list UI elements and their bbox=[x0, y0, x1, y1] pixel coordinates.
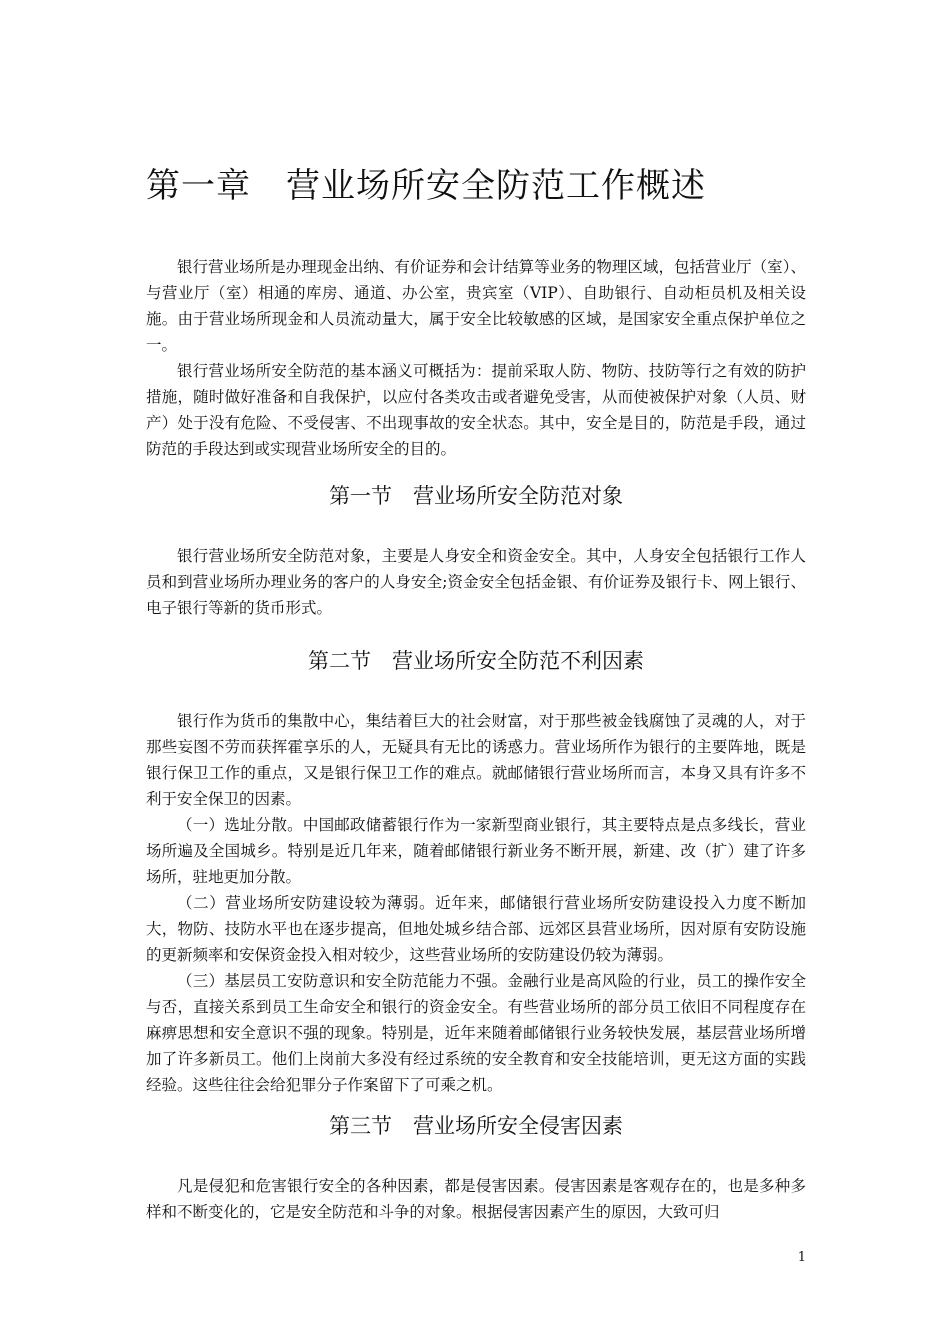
section-3-paragraph-1: 凡是侵犯和危害银行安全的各种因素，都是侵害因素。侵害因素是客观存在的，也是多种多样和不断变化的，它是安全防范和斗争的对象。根据侵害因素产生的原因，大致可归 bbox=[146, 1177, 806, 1221]
section-2-title: 第二节 营业场所安全防范不利因素 bbox=[308, 649, 644, 673]
section-2-paragraph-2: （一）选址分散。中国邮政储蓄银行作为一家新型商业银行，其主要特点是点多线长，营业场所遍及全国城乡。特别是近几年来，随着邮储银行新业务不断开展，新建、改（扩）建了许多场所，驻地更加分散。 bbox=[146, 816, 806, 886]
section-2-paragraph-3: （二）营业场所安防建设较为薄弱。近年来，邮储银行营业场所安防建设投入力度不断加大，物防、技防水平也在逐步提高，但地处城乡结合部、远郊区县营业场所，因对原有安防设施的更新频率和安保资金投入相对较少，这些营业场所的安防建设仍较为薄弱。 bbox=[146, 894, 806, 964]
intro-paragraph-2: 银行营业场所安全防范的基本涵义可概括为：提前采取人防、物防、技防等行之有效的防护措施，随时做好准备和自我保护，以应付各类攻击或者避免受害，从而使被保护对象（人员、财产）处于没有危险、不受侵害、不出现事故的安全状态。其中，安全是目的，防范是手段，通过防范的手段达到或实现营业场所安全的目的。 bbox=[146, 362, 806, 458]
section-3-title: 第三节 营业场所安全侵害因素 bbox=[329, 1114, 623, 1138]
intro-block bbox=[146, 254, 806, 462]
intro-paragraph-1: 银行营业场所是办理现金出纳、有价证券和会计结算等业务的物理区域，包括营业厅（室）、与营业厅（室）相通的库房、通道、办公室，贵宾室（VIP）、自助银行、自动柜员机及相关设施。由于营业场所现金和人员流动量大，属于安全比较敏感的区域，是国家安全重点保护单位之一。 bbox=[146, 258, 806, 354]
section-2-paragraph-1: 银行作为货币的集散中心，集结着巨大的社会财富，对于那些被金钱腐蚀了灵魂的人，对于那些妄图不劳而获挥霍享乐的人，无疑具有无比的诱惑力。营业场所作为银行的主要阵地，既是银行保卫工作的重点，又是银行保卫工作的难点。就邮储银行营业场所而言，本身又具有许多不利于安全保卫的因素。 bbox=[146, 712, 806, 808]
section-2-paragraph-4: （三）基层员工安防意识和安全防范能力不强。金融行业是高风险的行业，员工的操作安全与否，直接关系到员工生命安全和银行的资金安全。有些营业场所的部分员工依旧不同程度存在麻痹思想和安全意识不强的现象。特别是，近年来随着邮储银行业务较快发展，基层营业场所增加了许多新员工。他们上岗前大多没有经过系统的安全教育和安全技能培训，更无这方面的实践经验。这些往往会给犯罪分子作案留下了可乘之机。 bbox=[146, 972, 806, 1094]
section-3-body bbox=[146, 1173, 806, 1225]
section-2-body bbox=[146, 708, 806, 1098]
page-number: 1 bbox=[797, 1250, 806, 1265]
section-1-body bbox=[146, 543, 806, 621]
chapter-title: 第一章 营业场所安全防范工作概述 bbox=[146, 166, 706, 206]
section-1-title: 第一节 营业场所安全防范对象 bbox=[329, 484, 623, 508]
section-1-paragraph-1: 银行营业场所安全防范对象，主要是人身安全和资金安全。其中，人身安全包括银行工作人员和到营业场所办理业务的客户的人身安全;资金安全包括金银、有价证券及银行卡、网上银行、电子银行等新的货币形式。 bbox=[146, 547, 806, 617]
